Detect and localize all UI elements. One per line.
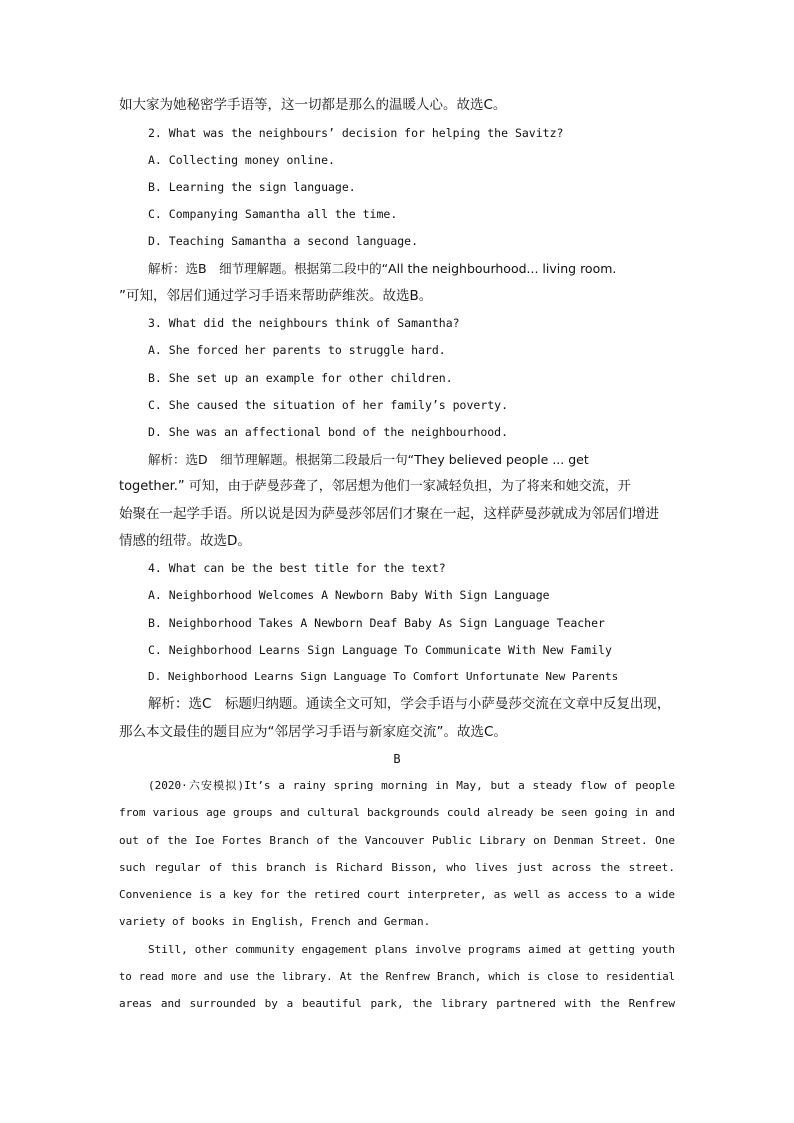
continuation-line: 如大家为她秘密学手语等，这一切都是那么的温暖人心。故选C。 [119,97,507,113]
passage-b-p2-line-2: to read more and use the library. At the Renfrew Branch, which is close to residential [119,971,675,983]
passage-b-p1-line-4: such regular of this branch is Richard Bisson, who lives just across the street. [119,861,675,874]
q2-analysis-line-1: 解析：选B 细节理解题。根据第二段中的“All the neighbourhood... living room. [148,261,617,276]
q3-analysis-line-2: together.” 可知，由于萨曼莎聋了，邻居想为他们一家减轻负担，为了将来和她交流，开 [119,479,631,494]
passage-b-p2-line-1: Still, other community engagement plans involve programs aimed at getting youth [148,943,675,956]
section-b-heading: B [393,752,401,766]
passage-b-p2-line-3: areas and surrounded by a beautiful park, the library partnered with the Renfrew [119,997,675,1010]
q3-option-a: A. She forced her parents to struggle hard. [148,343,446,357]
q3-analysis-line-1: 解析：选D 细节理解题。根据第二段最后一句“They believed people ... get [148,452,589,467]
question-4: 4. What can be the best title for the text? [148,561,446,575]
passage-b-p1-line-3: out of the Ioe Fortes Branch of the Vancouver Public Library on Denman Street. One [119,834,675,847]
q3-analysis-line-3: 始聚在一起学手语。所以说是因为萨曼莎邻居们才聚在一起，这样萨曼莎就成为邻居们增进 [119,506,659,522]
q2-option-b: B. Learning the sign language. [148,180,356,194]
q4-option-a: A. Neighborhood Welcomes A Newborn Baby With Sign Language [148,588,550,602]
q3-option-c: C. She caused the situation of her family’s poverty. [148,398,509,412]
q3-option-d: D. She was an affectional bond of the neighbourhood. [148,425,509,439]
question-2: 2. What was the neighbours’ decision for helping the Savitz? [148,126,564,140]
passage-b-p1-line-1: (2020·六安模拟)It’s a rainy spring morning in May, but a steady flow of people [148,779,675,792]
passage-b-p1-line-2: from various age groups and cultural backgrounds could already be seen going in and [119,806,675,819]
q2-option-a: A. Collecting money online. [148,153,335,167]
q4-analysis-line-2: 那么本文最佳的题目应为“邻居学习手语与新家庭交流”。故选C。 [119,724,507,740]
question-3: 3. What did the neighbours think of Samantha? [148,316,460,330]
passage-b-p1-line-6: variety of books in English, French and German. [119,915,431,928]
q2-analysis-line-2: ”可知，邻居们通过学习手语来帮助萨维茨。故选B。 [119,288,433,304]
q4-option-c: C. Neighborhood Learns Sign Language To Communicate With New Family [148,643,612,657]
q2-option-c: C. Companying Samantha all the time. [148,207,398,221]
q4-option-d: D. Neighborhood Learns Sign Language To Comfort Unfortunate New Parents [148,670,619,683]
q3-option-b: B. She set up an example for other children. [148,371,453,385]
passage-b-p1-line-5: Convenience is a key for the retired court interpreter, as well as access to a wide [119,888,675,901]
q4-option-b: B. Neighborhood Takes A Newborn Deaf Baby As Sign Language Teacher [148,616,605,630]
q3-analysis-line-4: 情感的纽带。故选D。 [119,533,251,549]
q4-analysis-line-1: 解析：选C 标题归纳题。通读全文可知，学会手语与小萨曼莎交流在文章中反复出现， [148,696,671,712]
q2-option-d: D. Teaching Samantha a second language. [148,234,419,248]
